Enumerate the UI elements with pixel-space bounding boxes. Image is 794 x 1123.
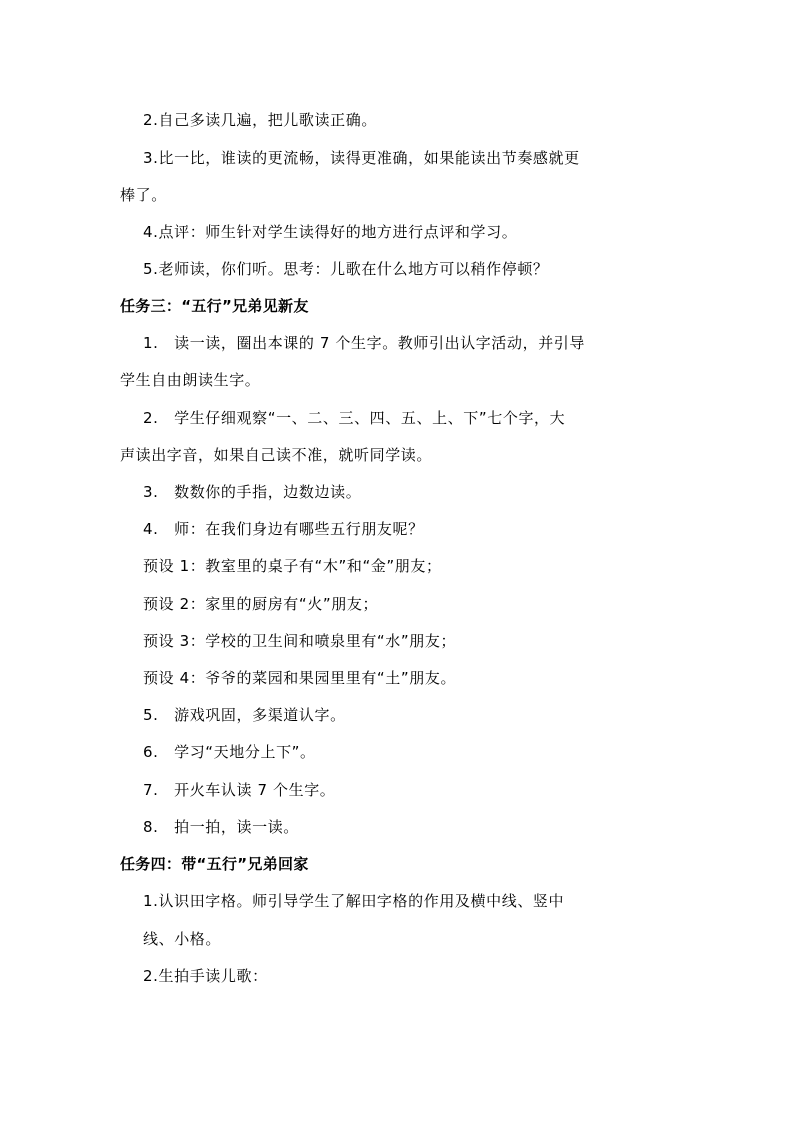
section-heading: 任务三：“五行”兄弟见新友 [120,297,309,315]
paragraph-line: 预设 4：爷爷的菜园和果园里里有“土”朋友。 [143,669,457,687]
section-heading: 任务四：带“五行”兄弟回家 [120,855,309,873]
paragraph-line: 学生自由朗读生字。 [120,371,261,389]
paragraph-line: 声读出字音，如果自己读不准，就听同学读。 [120,446,433,464]
paragraph-line: 2. 学生仔细观察“一、二、三、四、五、上、下”七个字，大 [143,409,566,427]
paragraph-line: 7. 开火车认读 7 个生字。 [143,781,336,799]
paragraph-line: 3.比一比，谁读的更流畅，读得更准确，如果能读出节奏感就更 [143,149,580,167]
paragraph-line: 3. 数数你的手指，边数边读。 [143,483,362,501]
paragraph-line: 8. 拍一拍，读一读。 [143,818,299,836]
paragraph-line: 5. 游戏巩固，多渠道认字。 [143,706,346,724]
paragraph-line: 5.老师读，你们听。思考：儿歌在什么地方可以稍作停顿？ [143,260,549,278]
paragraph-line: 2.自己多读几遍，把儿歌读正确。 [143,111,377,129]
paragraph-line: 1. 读一读，圈出本课的 7 个生字。教师引出认字活动，并引导 [143,334,585,352]
paragraph-line: 4.点评：师生针对学生读得好的地方进行点评和学习。 [143,223,518,241]
paragraph-line: 棒了。 [120,186,167,204]
paragraph-line: 2.生拍手读儿歌： [143,967,268,985]
paragraph-line: 6. 学习“天地分上下”。 [143,743,316,761]
paragraph-line: 4. 师：在我们身边有哪些五行朋友呢？ [143,520,424,538]
paragraph-line: 线、小格。 [143,930,222,948]
paragraph-line: 预设 1：教室里的桌子有“木”和“金”朋友； [143,557,442,575]
paragraph-line: 1.认识田字格。师引导学生了解田字格的作用及横中线、竖中 [143,892,565,910]
paragraph-line: 预设 2：家里的厨房有“火”朋友； [143,595,379,613]
paragraph-line: 预设 3：学校的卫生间和喷泉里有“水”朋友； [143,632,457,650]
